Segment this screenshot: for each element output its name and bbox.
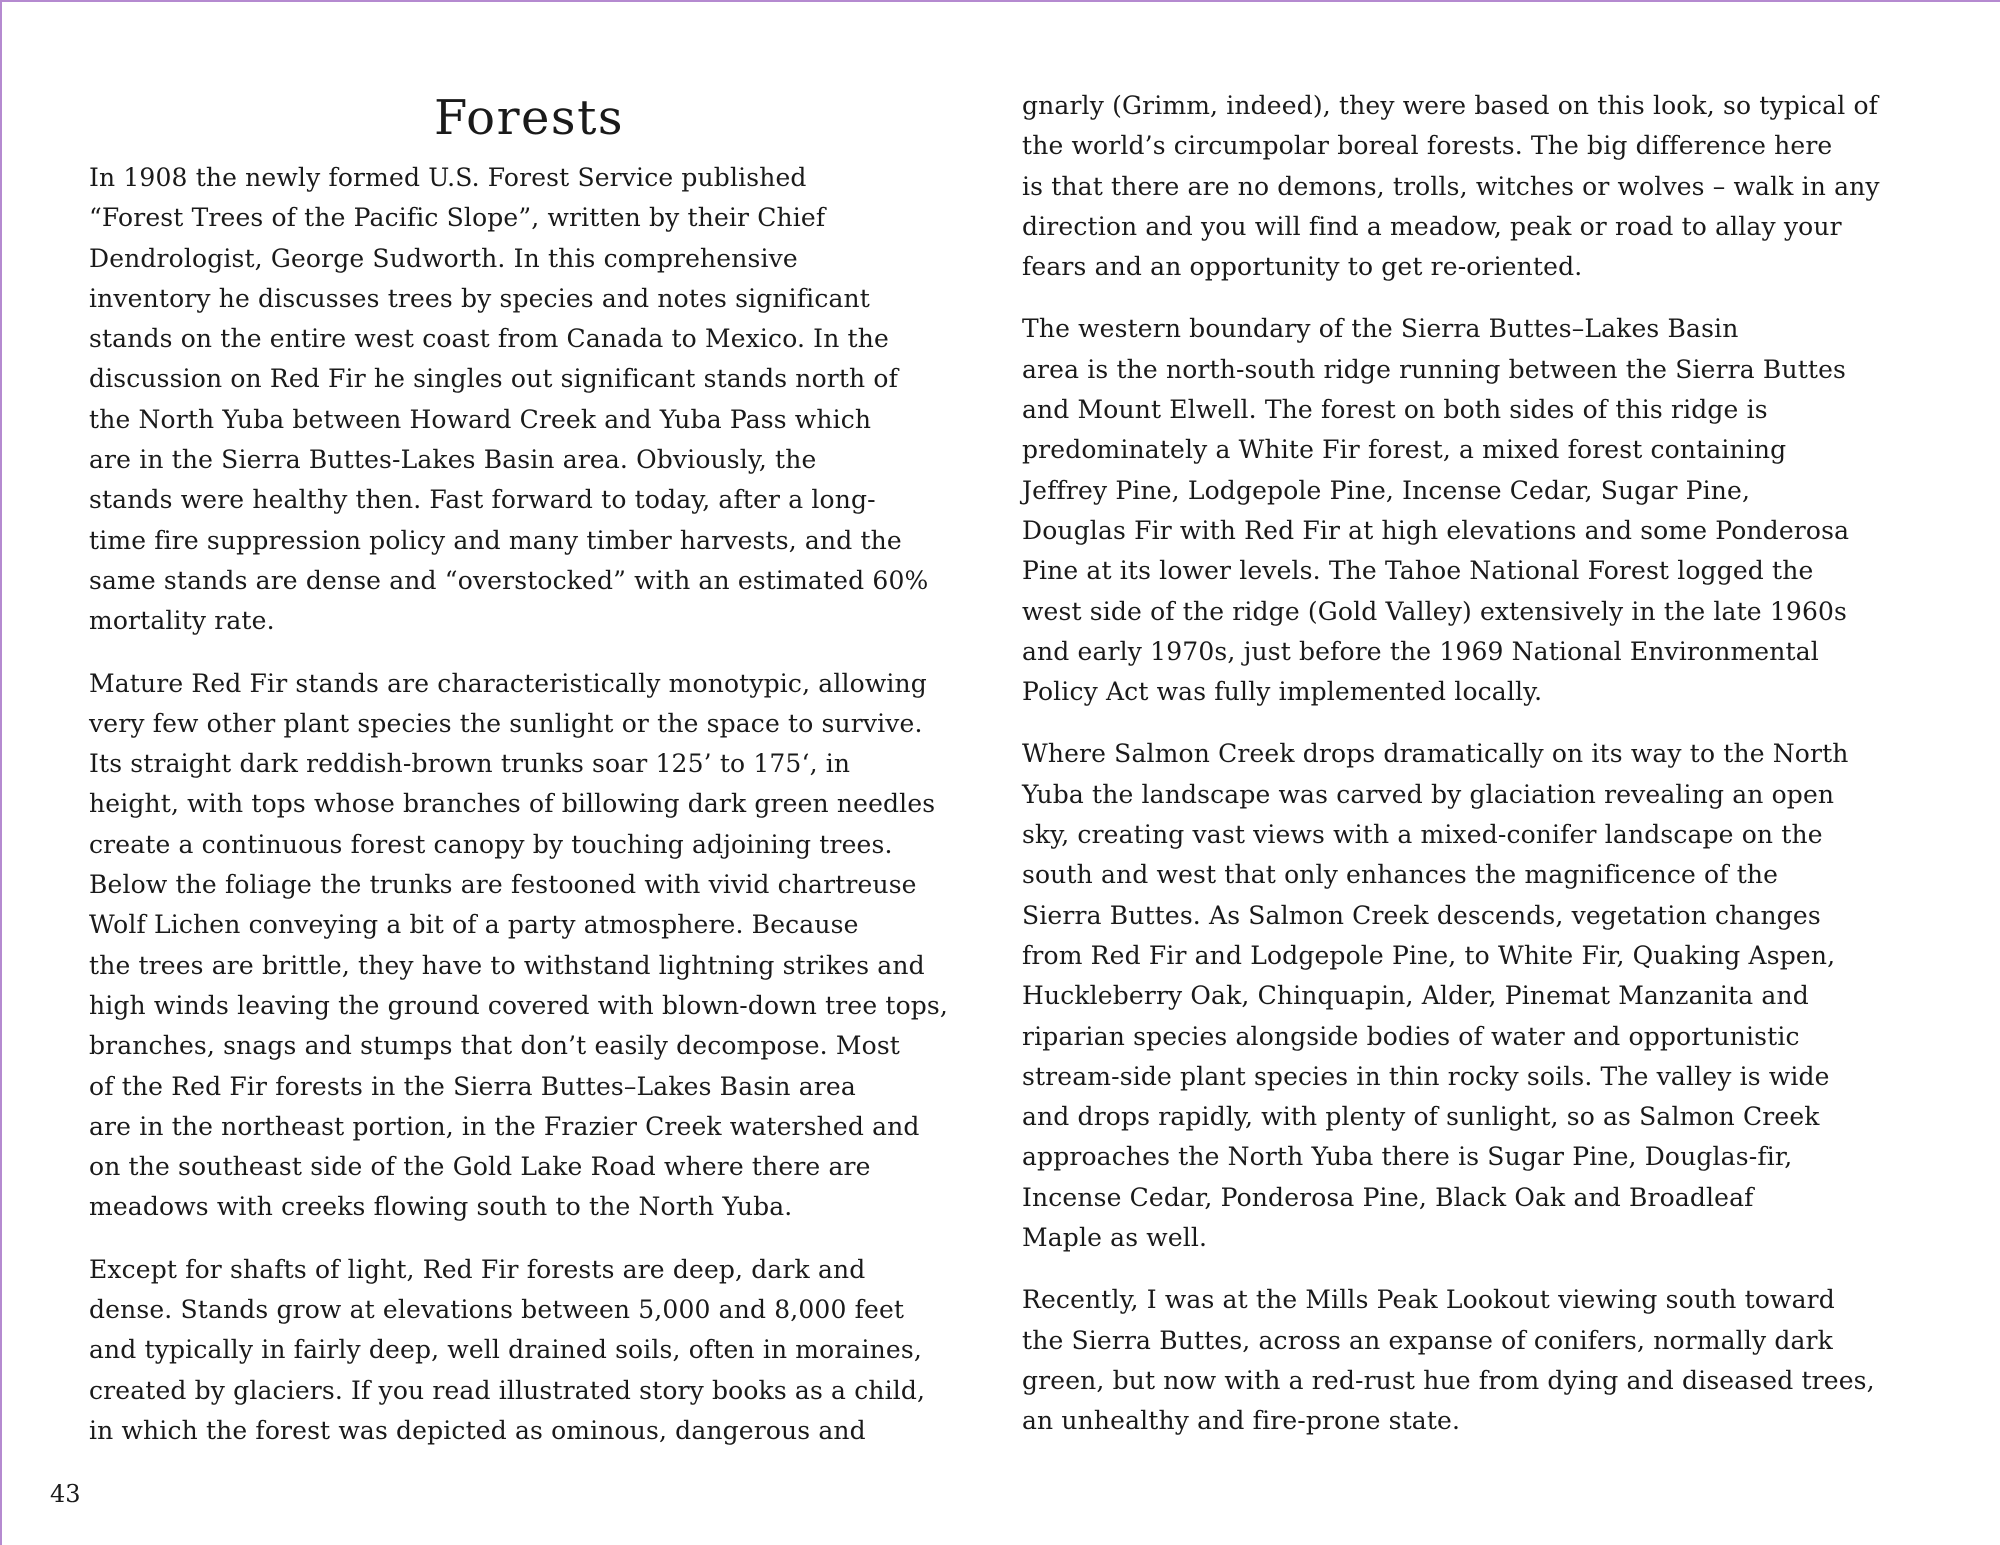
right-paragraph-4: Recently, I was at the Mills Peak Lookout viewing south toward the Sierra Buttes, across an expanse of conifers, normally dark green, but now with a red-rust hue from dying and diseased trees, an unhealthy and fire-prone state. bbox=[1022, 1285, 1875, 1436]
left-paragraph-2: Mature Red Fir stands are characteristically monotypic, allowing very few other plant species the sunlight or the space to survive. Its straight dark reddish-brown trunks soar 125’ to 175‘, in height, with tops whose branches of billowing dark green needles create a continuous forest canopy by touching adjoining trees. Below the foliage the trunks are festooned with vivid chartreuse Wolf Lichen conveying a bit of a party atmosphere. Because the trees are brittle, they have to withstand lightning strikes and high winds leaving the ground covered with blown-down tree tops, branches, snags and stumps that don’t easily decompose. Most of the Red Fir forests in the Sierra Buttes–Lakes Basin area are in the northeast portion, in the Frazier Creek watershed and on the southeast side of the Gold Lake Road where there are meadows with creeks flowing south to the North Yuba. bbox=[89, 668, 949, 1222]
left-paragraph-1: In 1908 the newly formed U.S. Forest Service published “Forest Trees of the Pacific Slope”, written by their Chief Dendrologist, George Sudworth. In this comprehensive inventory he discusses trees by species and notes significant stands on the entire west coast from Canada to Mexico. In the discussion on Red Fir he singles out significant stands north of the North Yuba between Howard Creek and Yuba Pass which are in the Sierra Buttes-Lakes Basin area. Obviously, the stands were healthy then. Fast forward to today, after a long- time fire suppression policy and many timber harvests, and the same stands are dense and “overstocked” with an estimated 60% mortality rate. bbox=[89, 163, 929, 636]
left-paragraph-3: Except for shafts of light, Red Fir forests are deep, dark and dense. Stands grow at elevations between 5,000 and 8,000 feet and typically in fairly deep, well drained soils, often in moraines, created by glaciers. If you read illustrated story books as a child, in which the forest was depicted as ominous, dangerous and bbox=[89, 1254, 926, 1445]
right-paragraph-1: gnarly (Grimm, indeed), they were based on this look, so typical of the world’s circumpolar boreal forests. The big difference here is that there are no demons, trolls, witches or wolves – walk in any direction and you will find a meadow, peak or road to allay your fears and an opportunity to get re-oriented. bbox=[1022, 91, 1880, 282]
right-paragraph-2: The western boundary of the Sierra Buttes–Lakes Basin area is the north-south ridge running between the Sierra Buttes and Mount Elwell. The forest on both sides of this ridge is predominately a White Fir forest, a mixed forest containing Jeffrey Pine, Lodgepole Pine, Incense Cedar, Sugar Pine, Douglas Fir with Red Fir at high elevations and some Ponderosa Pine at its lower levels. The Tahoe National Forest logged the west side of the ridge (Gold Valley) extensively in the late 1960s and early 1970s, just before the 1969 National Environmental Policy Act was fully implemented locally. bbox=[1022, 314, 1850, 707]
right-column bbox=[1022, 86, 1917, 1464]
left-column bbox=[89, 82, 969, 1473]
page-title: Forests bbox=[434, 90, 624, 146]
page-number: 43 bbox=[50, 1480, 81, 1508]
right-paragraph-3: Where Salmon Creek drops dramatically on its way to the North Yuba the landscape was carved by glaciation revealing an open sky, creating vast views with a mixed-conifer landscape on the south and west that only enhances the magnificence of the Sierra Buttes. As Salmon Creek descends, vegetation changes from Red Fir and Lodgepole Pine, to White Fir, Quaking Aspen, Huckleberry Oak, Chinquapin, Alder, Pinemat Manzanita and riparian species alongside bodies of water and opportunistic stream-side plant species in thin rocky soils. The valley is wide and drops rapidly, with plenty of sunlight, so as Salmon Creek approaches the North Yuba there is Sugar Pine, Douglas-fir, Incense Cedar, Ponderosa Pine, Black Oak and Broadleaf Maple as well. bbox=[1022, 739, 1849, 1253]
